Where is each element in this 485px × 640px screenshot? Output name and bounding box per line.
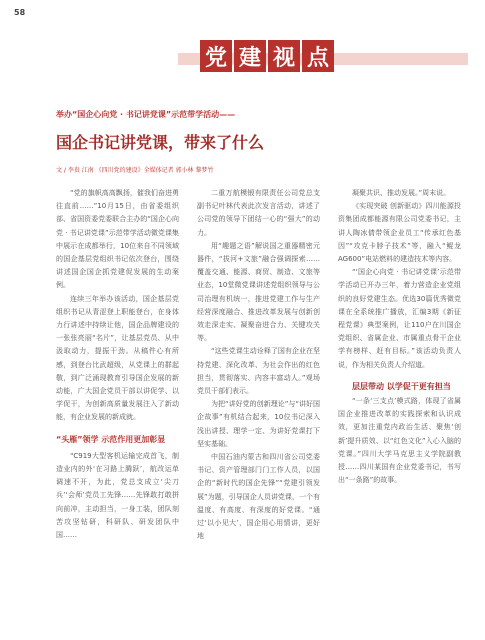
page-number: 58: [14, 8, 26, 17]
text-column-3: [338, 187, 461, 487]
article-title: 国企书记讲党课，带来了什么: [56, 133, 265, 152]
paragraph: “这些党课生动诠释了国有企业在坚持党建、深化改革、为社会作出的红色担当，贯彻落实、内容丰富动人。”观场党员干部们表示。: [197, 347, 320, 396]
text-column-2: [197, 187, 320, 543]
section-banner: [178, 40, 468, 76]
article-kicker: 举办“国企心向党 · 书记讲党课”示范带学活动——: [56, 110, 236, 119]
paragraph: 连续三年举办该活动，国企基层党组织书记从青涩登上职能登台，在身体力行讲述中持续让他，国企品牌建设的一张张亮丽“名片”，让基层党员、从中汲取动力，提振干劲。从稿件心有所感，到登台比武超级，从党课上的群起敬，到广泛涌现教育引导国企发展的新动能，广大国企党员干部以讲促学、以学促干，为创新高质量发展注入了新动能，有企业发展的新成就。: [56, 294, 179, 422]
banner-char: 视: [268, 40, 300, 72]
paragraph: “C919大型客机运输完成首飞，制造业内的外‘在习路上腾跃’，航改运单调速不开，为此，党总支成立‘尖刀兵’‘会师’党员工先锋……先锋敢打敢拼向前冲，主动担当，一身工装，团队刻苦攻坚钻研，科研队、研发团队中国……: [56, 451, 179, 540]
paragraph: “党的旗帜高高飘扬，催我们奋进勇往直前……”10月15日，由省委组织部、省国资委党委联合主办的“国企心向党 · 书记讲党课”示范带学活动微党课集中展示在成都举行，10位来自不同领域的国企基层党组织书记依次登台，围绕讲述国企国企抓党建促发展的生动案例。: [56, 189, 179, 290]
paragraph: 二重万航模锻有限责任公司党总支副书记叶林代表此次发言活动，讲述了公司党的领导下团结一心的“强大”的动力。: [197, 189, 320, 237]
section-heading: 层层带动 以学促干更有担当: [352, 381, 451, 391]
paragraph: 《实现突破 创新驱动》四川能源投资集团成都能源有限公司党委书记，主讲人陶冰倩带领企业员工“传承红色基因”“攻克卡脖子技术”等，融入“鲲龙AG600”电站燃料的建造技术等内容。: [338, 202, 461, 264]
article-byline: 文 / 李贵 江南 《四川党的建设》全媒体记者 郭小林 黎梦竹: [56, 167, 214, 174]
banner-char: 党: [200, 40, 232, 72]
paragraph: “‘国企心向党 · 书记讲党课’示范带学活动已开办三年，着力营造企业党组织的良好党建生态。优选30篇优秀微党课在全系统推广播放，汇编3期《新征程党课》典型案例，让110户在川国企党组织、省属企业、市属重点骨干企业学有榜样、赶有目标。”该活动负责人说，作为相关负责人介绍道。: [338, 268, 461, 369]
paragraph: 凝聚共识、推动发展。”周末说。: [352, 189, 451, 197]
section-heading: “头雁”领学 示范作用更加彰显: [56, 434, 166, 444]
banner-char: 点: [302, 40, 334, 72]
paragraph: 为把“讲好党的创新理论”与“讲好国企故事”有机结合起来，10位书记深入浅出讲授、理学一定、为讲好党课打下坚实基础。: [197, 400, 320, 448]
paragraph: “一条‘三支点’模式路，体现了省属国企业推进改革的实践探索和认识成效，更加注重党内政治生活、聚焦‘创新’提升质效、以“红色文化”入心入脑的党课。”四川大学马克思主义学院副教授……四川某国有企业党委书记，书写出“一条路”的故事。: [338, 397, 461, 485]
banner-characters: [200, 40, 334, 72]
paragraph: 用“趣题之语”解说国之重器精密元器件，“拔河+文旅”融合强调探索……覆盖交通、能源、商贸、制造、文旅等业态，10堂微党课讲述党组织领导与公司治理有机统一，推进党建工作与生产经营深度融合、推进改革发展与创新创效走深走实、凝聚奋进合力、关键攻关等。: [197, 241, 320, 343]
text-column-1: [56, 187, 179, 542]
banner-char: 建: [234, 40, 266, 72]
paragraph: 中国石油内蒙古和四川省公司党委书记、资产管理部门门工作人员，以国企的“新时代的国企先锋”“党建引领发展”为题，引导国企人员讲党课，一个有温度、有高度、有深度的好党课。“通过‘以小见大’，国企用心用情讲，更好地: [197, 453, 320, 541]
